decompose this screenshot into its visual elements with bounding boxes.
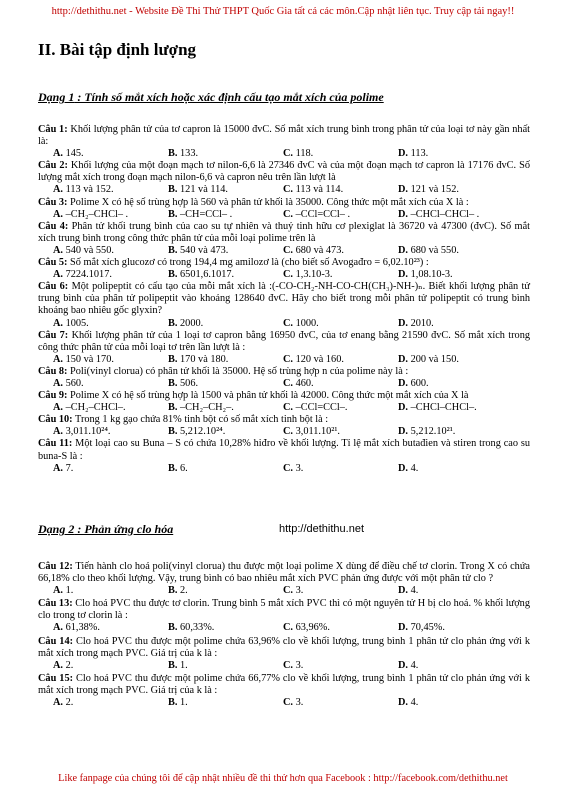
answer-option[interactable] <box>153 402 268 414</box>
question-text <box>38 390 530 402</box>
section-1-title: : Tính số mắt xích hoặc xác định cấu tạo mắt xích của polime <box>74 90 384 104</box>
option-value: 540 và 550. <box>63 244 114 256</box>
option-value: 2. <box>177 585 188 597</box>
question-body: Clo hoá PVC thu được một polime chứa 66,77% clo về khối lượng, trung bình 1 phân tử clo phản ứng với k mắt xích trong mạch PVC. Giá trị của k là : <box>38 672 530 696</box>
section-1-heading <box>38 90 384 105</box>
answer-option[interactable] <box>153 426 268 438</box>
option-letter: C. <box>283 622 294 634</box>
question-label: Câu 8: <box>38 365 68 377</box>
option-letter: D. <box>398 622 409 634</box>
option-letter: B. <box>168 659 178 671</box>
question-label: Câu 7: <box>38 329 69 341</box>
option-value: 70,45%. <box>408 622 445 634</box>
option-value: 3. <box>293 462 304 474</box>
option-value: 560. <box>63 377 84 389</box>
option-value: 4. <box>408 585 419 597</box>
answer-option[interactable] <box>383 245 498 257</box>
answer-option[interactable] <box>383 209 498 221</box>
option-value: 506. <box>177 377 199 389</box>
option-letter: B. <box>168 353 178 365</box>
question-text <box>38 561 530 585</box>
question <box>38 598 530 634</box>
answer-option[interactable] <box>268 354 383 366</box>
question-label: Câu 4: <box>38 220 69 232</box>
option-value: 1000. <box>293 317 319 329</box>
question-body: Polime X có hệ số trùng hợp là 560 và phân tử khối là 35000. Công thức một mắt xích của X là : <box>67 196 469 208</box>
option-letter: D. <box>398 697 409 709</box>
answer-option[interactable] <box>268 269 383 281</box>
option-value: 121 và 114. <box>177 184 228 196</box>
question-body: Polime X có hệ số trùng hợp là 1500 và phân tử khối là 42000. Công thức một mắt xích của X là <box>67 390 469 402</box>
option-letter: A. <box>53 426 64 438</box>
option-letter: B. <box>168 697 178 709</box>
question <box>38 438 530 474</box>
answer-option[interactable] <box>383 402 498 414</box>
option-letter: C. <box>283 697 294 709</box>
answer-option[interactable] <box>268 622 383 634</box>
option-letter: B. <box>168 208 178 220</box>
question-body: Khối lượng của một đoạn mạch tơ nilon-6,6 là 27346 đvC và của một đoạn mạch tơ capron là 17176 đvC. Số lượng mắt xích trong đoạn mạch nilon-6,6 và capron nêu trên lần lượt là <box>38 160 531 184</box>
option-value: 113 và 114. <box>293 184 344 196</box>
answer-options <box>38 245 530 257</box>
option-value: 2. <box>63 659 74 671</box>
answer-options <box>38 354 530 366</box>
answer-option[interactable] <box>38 354 153 366</box>
question-body: Khối lượng phân tử của tơ capron là 15000 đvC. Số mắt xích trung bình trong phân tử của loại tơ này gần nhất là: <box>38 124 531 148</box>
question-body: Khối lượng phân tử của 1 loại tơ capron bằng 16950 đvC, của tơ enang bằng 21590 đvC. Số mắt xích trong công thức phân tử của mỗi loại tơ trên lần lượt là : <box>38 329 530 353</box>
question-text <box>38 160 530 184</box>
question-text <box>38 673 530 697</box>
option-letter: A. <box>53 148 64 160</box>
option-value: 3. <box>293 659 304 671</box>
option-letter: D. <box>398 317 409 329</box>
answer-option[interactable] <box>38 585 153 597</box>
question-label: Câu 13: <box>38 598 73 610</box>
answer-options <box>38 378 530 390</box>
answer-option[interactable] <box>268 184 383 196</box>
answer-option[interactable] <box>383 585 498 597</box>
option-value: –CH₂–CH₂–. <box>177 402 234 414</box>
question-text <box>38 281 530 317</box>
answer-option[interactable] <box>38 209 153 221</box>
option-letter: A. <box>53 585 64 597</box>
option-letter: C. <box>283 426 294 438</box>
answer-option[interactable] <box>153 697 268 709</box>
section-2-heading <box>38 522 173 537</box>
answer-option[interactable] <box>383 354 498 366</box>
answer-options <box>38 184 530 196</box>
option-letter: B. <box>168 317 178 329</box>
question-text <box>38 636 530 660</box>
question-label: Câu 9: <box>38 390 68 402</box>
option-value: 3,011.10²¹. <box>293 426 340 438</box>
option-value: 118. <box>293 148 314 160</box>
option-value: 680 và 550. <box>408 244 459 256</box>
option-letter: C. <box>283 462 294 474</box>
question-label: Câu 6: <box>38 281 69 293</box>
option-letter: C. <box>283 317 294 329</box>
option-value: 113. <box>408 148 429 160</box>
option-value: 133. <box>177 148 199 160</box>
option-letter: B. <box>168 244 178 256</box>
question-label: Câu 11: <box>38 438 73 450</box>
option-letter: A. <box>53 462 64 474</box>
option-value: 600. <box>408 377 429 389</box>
section-2-title: : Phản ứng clo hóa <box>74 522 174 536</box>
answer-option[interactable] <box>383 622 498 634</box>
question-label: Câu 12: <box>38 561 73 572</box>
answer-option[interactable] <box>153 354 268 366</box>
answer-option[interactable] <box>38 697 153 709</box>
answer-option[interactable] <box>383 269 498 281</box>
option-letter: B. <box>168 148 178 160</box>
answer-option[interactable] <box>383 426 498 438</box>
question-text <box>38 221 530 245</box>
answer-option[interactable] <box>153 269 268 281</box>
option-value: 460. <box>293 377 314 389</box>
answer-option[interactable] <box>38 269 153 281</box>
option-value: 120 và 160. <box>293 353 344 365</box>
answer-options <box>38 209 530 221</box>
answer-option[interactable] <box>38 463 153 475</box>
question <box>38 673 530 709</box>
answer-option[interactable] <box>38 622 153 634</box>
option-value: –CH₂–CHCl– . <box>63 208 129 220</box>
option-value: 5,212.10²¹. <box>408 426 456 438</box>
answer-options <box>38 697 530 709</box>
question-body: Trong 1 kg gạo chứa 81% tinh bột có số mắt xích tinh bột là : <box>72 414 329 426</box>
option-value: 4. <box>408 659 419 671</box>
question-body: Phân tử khối trung bình của cao su tự nhiên và thuỷ tinh hữu cơ plexiglat là 36720 và 47300 (đvC). Số mắt xích trung bình trong công thức phân tử của mỗi loại polime trên là <box>38 220 531 244</box>
section-2-prefix: Dạng 2 <box>38 522 75 536</box>
option-letter: A. <box>53 353 64 365</box>
question-label: Câu 15: <box>38 672 74 684</box>
answer-option[interactable] <box>268 148 383 160</box>
answer-option[interactable] <box>153 184 268 196</box>
option-value: 540 và 473. <box>177 244 229 256</box>
question-label: Câu 14: <box>38 635 74 647</box>
option-letter: D. <box>398 269 409 281</box>
question-text <box>38 257 530 269</box>
question-label: Câu 1: <box>38 124 68 135</box>
answer-options <box>38 585 530 597</box>
option-letter: A. <box>53 269 64 281</box>
question-label: Câu 3: <box>38 196 68 208</box>
answer-option[interactable] <box>383 148 498 160</box>
question-body: Tiến hành clo hoá poli(vinyl clorua) thu được một loại polime X dùng để điều chế tơ clorin. Trong X có chứa 66,18% clo theo khối lượng. Vậy, trung bình có bao nhiêu mắt xích PVC phản ứng được với một phân tử clo ? <box>38 561 530 585</box>
header-banner[interactable]: http://dethithu.net - Website Đề Thi Thử THPT Quốc Gia tất cả các môn.Cập nhật liên tục. Truy cập tải ngay!! <box>51 6 515 17</box>
answer-options <box>38 463 530 475</box>
footer-banner[interactable]: Like fanpage của chúng tôi để cập nhật nhiều đề thi thử hơn qua Facebook : http://facebook.com/dethithu.net <box>58 773 508 784</box>
option-letter: A. <box>53 208 64 220</box>
page-title: II. Bài tập định lượng <box>38 40 197 59</box>
question-body: Clo hoá PVC thu được một polime chứa 63,96% clo về khối lượng, trung bình 1 phân tử clo phản ứng với k mắt xích trong mạch PVC. Giá trị của k là : <box>38 635 530 659</box>
option-letter: A. <box>53 622 64 634</box>
question-label: Câu 10: <box>38 414 73 426</box>
question-body: Clo hoá PVC thu được tơ clorin. Trung bình 5 mắt xích PVC thì có một nguyên tử H bị clo hoá. % khối lượng clo trong tơ clorin là : <box>38 598 530 622</box>
answer-option[interactable] <box>383 697 498 709</box>
question-label: Câu 2: <box>38 160 68 172</box>
option-letter: B. <box>168 269 178 281</box>
question-text <box>38 366 530 378</box>
option-letter: A. <box>53 659 64 671</box>
option-value: 3. <box>293 585 304 597</box>
question-label: Câu 5: <box>38 257 68 269</box>
answer-option[interactable] <box>268 245 383 257</box>
question-body: Số mắt xích glucozơ có trong 194,4 mg amilozơ là (cho biết số Avogađro = 6,02.10²³) : <box>67 257 429 269</box>
option-letter: C. <box>283 402 294 414</box>
option-letter: C. <box>283 148 294 160</box>
option-letter: A. <box>53 697 64 709</box>
question <box>38 257 530 281</box>
option-value: 680 và 473. <box>293 244 344 256</box>
question-text <box>38 197 530 209</box>
answer-option[interactable] <box>383 660 498 672</box>
answer-option[interactable] <box>268 585 383 597</box>
question-body: Một loại cao su Buna – S có chứa 10,28% hiđro về khối lượng. Tỉ lệ mắt xích butađien và stiren trong cao su buna-S là : <box>38 438 530 462</box>
question-body: Poli(vinyl clorua) có phân tử khối là 35000. Hệ số trùng hợp n của polime này là : <box>67 365 409 377</box>
option-value: 2000. <box>177 317 204 329</box>
answer-option[interactable] <box>38 660 153 672</box>
answer-option[interactable] <box>153 148 268 160</box>
option-value: 7224.1017. <box>63 269 112 281</box>
option-value: 3. <box>293 697 304 709</box>
option-letter: C. <box>283 377 294 389</box>
option-value: 170 và 180. <box>177 353 229 365</box>
option-value: 1. <box>177 697 188 709</box>
answer-options <box>38 622 530 634</box>
answer-option[interactable] <box>268 660 383 672</box>
question-group-2 <box>38 561 530 709</box>
option-value: 1. <box>177 659 188 671</box>
answer-option[interactable] <box>153 622 268 634</box>
answer-option[interactable] <box>268 318 383 330</box>
answer-option[interactable] <box>268 209 383 221</box>
option-value: –CH=CCl– . <box>177 208 233 220</box>
question-text <box>38 414 530 426</box>
option-letter: D. <box>398 244 409 256</box>
option-letter: D. <box>398 377 409 389</box>
answer-option[interactable] <box>153 245 268 257</box>
option-letter: D. <box>398 659 409 671</box>
option-value: 200 và 150. <box>408 353 459 365</box>
option-letter: A. <box>53 377 64 389</box>
option-letter: D. <box>398 353 409 365</box>
option-letter: D. <box>398 585 409 597</box>
option-letter: A. <box>53 317 64 329</box>
option-letter: A. <box>53 184 64 196</box>
option-value: 145. <box>63 148 84 160</box>
option-letter: C. <box>283 184 294 196</box>
option-letter: C. <box>283 353 294 365</box>
option-value: 2010. <box>408 317 434 329</box>
answer-option[interactable] <box>268 697 383 709</box>
option-letter: B. <box>168 377 178 389</box>
answer-options <box>38 318 530 330</box>
answer-option[interactable] <box>153 585 268 597</box>
option-letter: C. <box>283 244 294 256</box>
option-letter: D. <box>398 148 409 160</box>
answer-option[interactable] <box>38 148 153 160</box>
option-value: 1,08.10-3. <box>408 269 453 281</box>
answer-option[interactable] <box>153 378 268 390</box>
option-value: 61,38%. <box>63 622 100 634</box>
answer-options <box>38 148 530 160</box>
option-letter: C. <box>283 585 294 597</box>
answer-option[interactable] <box>268 463 383 475</box>
question <box>38 561 530 597</box>
option-value: –CHCl–CHCl– . <box>408 208 480 220</box>
option-letter: A. <box>53 402 64 414</box>
option-value: 63,96%. <box>293 622 330 634</box>
option-letter: D. <box>398 462 409 474</box>
answer-option[interactable] <box>38 426 153 438</box>
option-letter: B. <box>168 426 178 438</box>
option-letter: C. <box>283 208 294 220</box>
option-value: 2. <box>63 697 74 709</box>
section-1-prefix: Dạng 1 <box>38 90 75 104</box>
question <box>38 160 530 196</box>
option-value: 6501,6.1017. <box>177 269 235 281</box>
question <box>38 197 530 221</box>
answer-option[interactable] <box>38 245 153 257</box>
answer-option[interactable] <box>153 660 268 672</box>
option-letter: D. <box>398 426 409 438</box>
option-value: 5,212.10²⁴. <box>177 426 226 438</box>
answer-option[interactable] <box>268 402 383 414</box>
option-value: 60,33%. <box>177 622 215 634</box>
site-link[interactable]: http://dethithu.net <box>279 523 365 535</box>
option-value: 7. <box>63 462 74 474</box>
question <box>38 414 530 438</box>
answer-option[interactable] <box>383 318 498 330</box>
option-letter: B. <box>168 622 178 634</box>
option-letter: D. <box>398 402 409 414</box>
option-value: 6. <box>177 462 188 474</box>
option-letter: B. <box>168 402 178 414</box>
option-value: 3,011.10²⁴. <box>63 426 111 438</box>
answer-option[interactable] <box>383 184 498 196</box>
option-value: –CCl=CCl–. <box>293 402 348 414</box>
question-text <box>38 330 530 354</box>
question <box>38 366 530 390</box>
answer-option[interactable] <box>38 318 153 330</box>
answer-options <box>38 269 530 281</box>
option-letter: C. <box>283 659 294 671</box>
option-letter: A. <box>53 244 64 256</box>
option-letter: B. <box>168 184 178 196</box>
answer-options <box>38 402 530 414</box>
question-text <box>38 124 530 148</box>
answer-option[interactable] <box>383 378 498 390</box>
question <box>38 124 530 160</box>
option-value: –CH₂–CHCl–. <box>63 402 126 414</box>
option-value: –CHCl–CHCl–. <box>408 402 477 414</box>
answer-option[interactable] <box>38 402 153 414</box>
option-value: 4. <box>408 462 419 474</box>
question-text <box>38 438 530 462</box>
answer-option[interactable] <box>38 378 153 390</box>
option-value: 150 và 170. <box>63 353 114 365</box>
option-letter: B. <box>168 462 178 474</box>
option-letter: D. <box>398 184 409 196</box>
option-value: 121 và 152. <box>408 184 459 196</box>
question <box>38 636 530 672</box>
option-letter: C. <box>283 269 294 281</box>
option-value: 113 và 152. <box>63 184 114 196</box>
question-text <box>38 598 530 622</box>
question-group-1 <box>38 124 530 475</box>
question <box>38 221 530 257</box>
answer-option[interactable] <box>268 426 383 438</box>
option-letter: B. <box>168 585 178 597</box>
answer-option[interactable] <box>268 378 383 390</box>
answer-option[interactable] <box>153 209 268 221</box>
question <box>38 281 530 329</box>
option-value: 4. <box>408 697 419 709</box>
option-value: 1. <box>63 585 74 597</box>
option-letter: D. <box>398 208 409 220</box>
option-value: –CCl=CCl– . <box>293 208 351 220</box>
option-value: 1,3.10-3. <box>293 269 333 281</box>
question <box>38 390 530 414</box>
answer-option[interactable] <box>38 184 153 196</box>
answer-option[interactable] <box>153 463 268 475</box>
question <box>38 330 530 366</box>
answer-option[interactable] <box>153 318 268 330</box>
answer-options <box>38 660 530 672</box>
question-body: Một polipeptit có cấu tạo của mỗi mắt xích là :(-CO-CH₂-NH-CO-CH(CH₃)-NH-)ₙ. Biết khối lượng phân tử trung bình của phân tử polipeptit vào khoảng 128640 đvC. Hãy cho biết trong mỗi phân tử polipeptit có trung bình khoảng bao nhiêu gốc glyxin? <box>38 281 530 317</box>
option-value: 1005. <box>63 317 89 329</box>
answer-options <box>38 426 530 438</box>
answer-option[interactable] <box>383 463 498 475</box>
